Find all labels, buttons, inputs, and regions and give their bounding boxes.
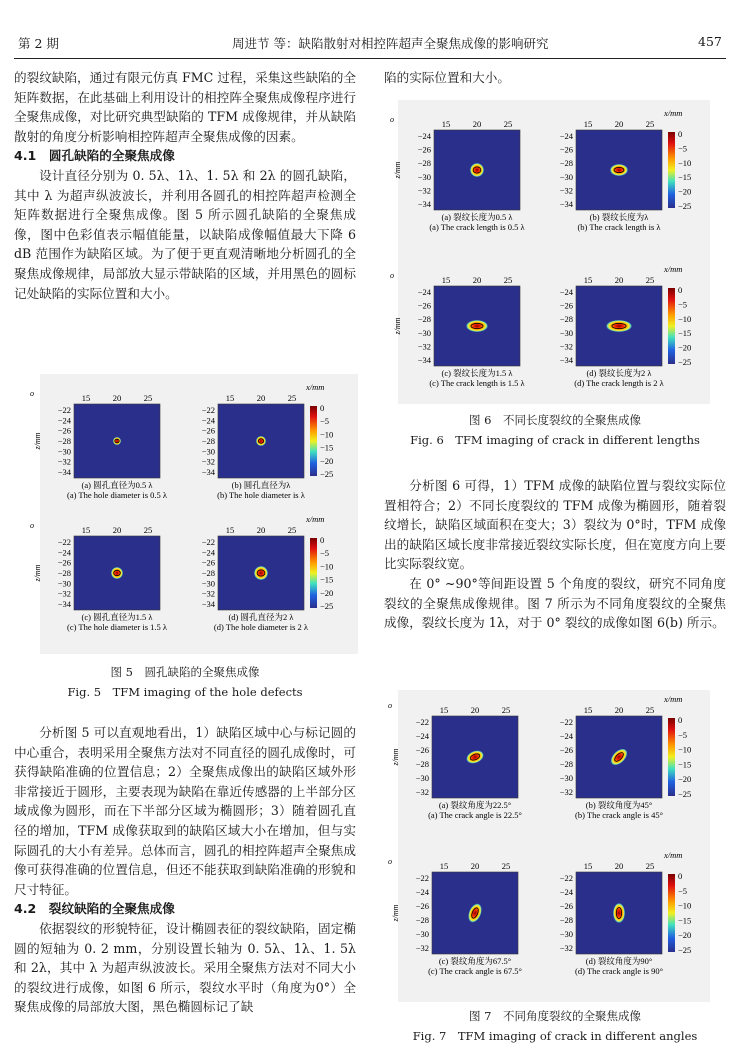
y-tick-label: −30 <box>559 171 573 182</box>
left-column-top <box>14 68 356 303</box>
panel-label-cn: (c) 裂纹长度为1.5 λ <box>441 368 513 378</box>
x-axis-label: x/mm <box>664 850 683 860</box>
y-tick-label: −24 <box>201 547 215 558</box>
colorbar-tick-label: −15 <box>320 442 334 453</box>
defect-hotspot <box>466 320 488 332</box>
figure-7-plot <box>388 690 710 1002</box>
running-title: 周进节 等：缺陷散射对相控阵超声全聚焦成像的影响研究 <box>232 36 549 51</box>
y-tick-label: −30 <box>559 773 573 783</box>
y-tick-label: −24 <box>415 887 429 897</box>
x-tick-label: 15 <box>441 275 451 285</box>
origin-label: o <box>30 389 34 398</box>
x-tick-label: 20 <box>256 393 266 403</box>
y-tick-label: −22 <box>57 537 71 547</box>
figure-5-plot <box>30 374 358 654</box>
y-tick-label: −32 <box>559 185 573 196</box>
y-tick-label: −32 <box>559 341 573 352</box>
colorbar-tick-label: −15 <box>678 915 692 926</box>
colorbar-tick-label: −10 <box>678 744 692 755</box>
running-header <box>0 0 740 62</box>
panel-label-cn: (d) 圆孔直径为2 λ <box>228 612 294 622</box>
section-heading-4-2: 4.2 裂纹缺陷的全聚焦成像 <box>14 901 175 917</box>
paragraph: 依据裂纹的形貌特征，设计椭圆表征的裂纹缺陷，固定椭圆的短轴为 0. 2 mm，分别设置长轴为 0. 5λ、1λ、1. 5λ 和 2λ，其中 λ 为超声纵波波长。采用全聚焦方法对不同大小的裂纹进行成像，如图 6 所示，裂纹水平时（角度为0°）全聚焦成像的局部放大图，黑色椭圆标记了缺 <box>14 920 356 1015</box>
colorbar-tick-label: −25 <box>678 789 692 799</box>
x-tick-label: 15 <box>583 705 593 715</box>
paragraph: 陷的实际位置和大小。 <box>384 70 510 85</box>
paragraph: 分析图 6 可得，1）TFM 成像的缺陷位置与裂纹实际位置相符合；2）不同长度裂纹的 TFM 成像为椭圆形，随着裂纹增长，缺陷区域面积在变大；3）裂纹为 0°时，TFM 成像出的缺陷区域长度非常接近裂纹实际长度，但在宽度方向上要比实际裂纹宽。 <box>384 478 726 572</box>
colorbar <box>668 132 675 208</box>
x-tick-label: 25 <box>645 119 655 129</box>
x-axis-label: x/mm <box>664 694 683 704</box>
caption-cn: 图 6 不同长度裂纹的全聚焦成像 <box>469 413 641 427</box>
x-tick-label: 25 <box>501 861 511 871</box>
panel-label-cn: (c) 圆孔直径为1.5 λ <box>81 612 153 622</box>
y-tick-label: −30 <box>559 929 573 939</box>
y-axis-label: z/mm <box>391 748 400 766</box>
y-tick-label: −28 <box>417 158 431 169</box>
x-tick-label: 15 <box>441 119 451 129</box>
defect-hotspot <box>113 437 121 445</box>
y-tick-label: −26 <box>415 745 429 755</box>
y-tick-label: −34 <box>417 355 431 365</box>
defect-hotspot <box>613 903 625 923</box>
figure-6-caption <box>384 410 726 450</box>
origin-label: o <box>30 521 34 530</box>
x-tick-label: 15 <box>225 525 235 535</box>
defect-hotspot <box>256 436 266 446</box>
y-tick-label: −26 <box>201 557 215 568</box>
colorbar <box>668 288 675 364</box>
colorbar-tick-label: −10 <box>320 561 334 572</box>
figure-7-caption <box>384 1006 726 1046</box>
y-tick-label: −28 <box>201 568 215 578</box>
colorbar-tick-label: −5 <box>678 299 688 310</box>
y-tick-label: −26 <box>57 557 71 568</box>
figure-6-plot <box>390 100 710 404</box>
y-tick-label: −28 <box>417 314 431 325</box>
x-tick-label: 20 <box>470 705 480 715</box>
y-tick-label: −32 <box>57 588 71 599</box>
x-tick-label: 20 <box>614 705 624 715</box>
x-tick-label: 15 <box>81 525 91 535</box>
y-tick-label: −26 <box>201 425 215 436</box>
colorbar-tick-label: −5 <box>678 729 688 740</box>
panel-label-en: (c) The hole diameter is 1.5 λ <box>66 622 168 632</box>
x-tick-label: 25 <box>503 119 513 129</box>
x-tick-label: 15 <box>583 861 593 871</box>
colorbar-tick-label: −10 <box>678 313 692 324</box>
y-tick-label: −30 <box>57 446 71 457</box>
y-tick-label: −32 <box>559 787 573 797</box>
panel-label-cn: (d) 裂纹角度为90° <box>585 956 653 966</box>
figure-5-caption <box>14 662 356 702</box>
y-tick-label: −26 <box>417 300 431 311</box>
y-tick-label: −32 <box>559 943 573 953</box>
x-tick-label: 25 <box>143 393 153 403</box>
x-tick-label: 15 <box>81 393 91 403</box>
y-tick-label: −28 <box>559 314 573 325</box>
panel-label-en: (b) The hole diameter is λ <box>217 490 305 500</box>
colorbar-tick-label: −25 <box>678 201 692 211</box>
panel-label-en: (c) The crack angle is 67.5° <box>428 966 522 976</box>
y-tick-label: −26 <box>57 425 71 436</box>
caption-cn: 图 5 圆孔缺陷的全聚焦成像 <box>110 665 260 679</box>
y-tick-label: −28 <box>415 759 429 769</box>
y-tick-label: −22 <box>415 873 429 883</box>
colorbar-tick-label: −15 <box>320 574 334 585</box>
panel-label-en: (d) The hole diameter is 2 λ <box>213 622 309 632</box>
panel-label-en: (b) The crack angle is 45° <box>575 810 663 820</box>
x-axis-label: x/mm <box>306 382 325 392</box>
panel-label-en: (b) The crack length is λ <box>577 222 661 232</box>
x-tick-label: 15 <box>583 119 593 129</box>
colorbar-tick-label: 0 <box>320 535 325 545</box>
x-tick-label: 25 <box>645 705 655 715</box>
figure-5 <box>30 374 358 654</box>
panel-label-cn: (d) 裂纹长度为2 λ <box>586 368 652 378</box>
y-tick-label: −34 <box>57 599 71 609</box>
page-number: 457 <box>698 34 722 49</box>
y-axis-label: z/mm <box>391 904 400 922</box>
defect-hotspot <box>610 164 628 176</box>
y-tick-label: −30 <box>417 171 431 182</box>
colorbar-tick-label: −20 <box>678 186 692 197</box>
y-tick-label: −34 <box>417 199 431 209</box>
colorbar-tick-label: −5 <box>678 143 688 154</box>
y-tick-label: −34 <box>201 599 215 609</box>
colorbar-tick-label: −20 <box>678 930 692 941</box>
colorbar-tick-label: −10 <box>678 157 692 168</box>
y-tick-label: −34 <box>201 467 215 477</box>
x-tick-label: 20 <box>112 525 122 535</box>
y-tick-label: −30 <box>417 327 431 338</box>
x-axis-label: x/mm <box>664 264 683 274</box>
y-tick-label: −32 <box>417 341 431 352</box>
x-tick-label: 25 <box>645 275 655 285</box>
y-tick-label: −26 <box>415 901 429 911</box>
section-heading-4-1: 4.1 圆孔缺陷的全聚焦成像 <box>14 148 175 164</box>
colorbar-tick-label: −5 <box>320 548 330 559</box>
issue-number: 第 2 期 <box>18 36 59 51</box>
x-tick-label: 20 <box>472 275 482 285</box>
paragraph: 在 0° ~90°等间距设置 5 个角度的裂纹，研究不同角度裂纹的全聚焦成像规律。图 7 所示为不同角度裂纹的全聚焦成像，裂纹长度为 1λ，对于 0° 裂纹的成像如图 6(b) 所示。 <box>384 575 726 631</box>
y-tick-label: −32 <box>57 456 71 467</box>
y-tick-label: −32 <box>201 588 215 599</box>
panel-label-cn: (a) 圆孔直径为0.5 λ <box>81 480 153 490</box>
caption-en: Fig. 7 TFM imaging of crack in different angles <box>412 1029 698 1043</box>
y-tick-label: −30 <box>559 327 573 338</box>
y-tick-label: −22 <box>415 717 429 727</box>
panel-label-cn: (c) 裂纹角度为67.5° <box>438 956 512 966</box>
x-axis-label: x/mm <box>664 108 683 118</box>
y-tick-label: −24 <box>559 887 573 897</box>
x-tick-label: 25 <box>501 705 511 715</box>
y-tick-label: −24 <box>201 415 215 426</box>
colorbar <box>310 406 317 476</box>
defect-hotspot <box>254 566 268 580</box>
y-tick-label: −24 <box>559 131 573 141</box>
x-tick-label: 20 <box>472 119 482 129</box>
x-tick-label: 25 <box>503 275 513 285</box>
y-tick-label: −22 <box>57 405 71 415</box>
x-tick-label: 25 <box>645 861 655 871</box>
colorbar-tick-label: −15 <box>678 759 692 770</box>
y-tick-label: −26 <box>559 745 573 755</box>
y-tick-label: −22 <box>201 537 215 547</box>
x-tick-label: 20 <box>256 525 266 535</box>
panel-label-cn: (b) 裂纹角度为45° <box>585 800 653 810</box>
colorbar-tick-label: 0 <box>678 715 683 725</box>
left-column-bottom <box>14 723 356 1017</box>
figure-7 <box>388 690 710 1002</box>
x-tick-label: 20 <box>614 275 624 285</box>
panel-label-cn: (a) 裂纹角度为22.5° <box>438 800 512 810</box>
panel-label-en: (a) The hole diameter is 0.5 λ <box>66 490 168 500</box>
x-tick-label: 25 <box>287 393 297 403</box>
y-tick-label: −34 <box>57 467 71 477</box>
x-tick-label: 15 <box>439 861 449 871</box>
y-tick-label: −30 <box>201 578 215 589</box>
colorbar-tick-label: −20 <box>320 587 334 598</box>
y-tick-label: −32 <box>201 456 215 467</box>
y-axis-label: z/mm <box>393 161 402 179</box>
y-axis-label: z/mm <box>33 432 42 450</box>
y-tick-label: −24 <box>415 731 429 741</box>
colorbar-tick-label: −5 <box>678 885 688 896</box>
colorbar-tick-label: −20 <box>678 342 692 353</box>
y-tick-label: −28 <box>57 568 71 578</box>
panel-label-cn: (a) 裂纹长度为0.5 λ <box>441 212 513 222</box>
x-tick-label: 15 <box>225 393 235 403</box>
colorbar-tick-label: −15 <box>678 172 692 183</box>
y-tick-label: −24 <box>57 415 71 426</box>
defect-hotspot <box>111 567 123 579</box>
x-tick-label: 20 <box>470 861 480 871</box>
y-tick-label: −30 <box>201 446 215 457</box>
defect-hotspot <box>470 163 484 177</box>
caption-cn: 图 7 不同角度裂纹的全聚焦成像 <box>469 1009 641 1023</box>
panel-label-en: (d) The crack length is 2 λ <box>574 378 664 388</box>
y-tick-label: −26 <box>559 300 573 311</box>
colorbar <box>668 718 675 796</box>
y-tick-label: −28 <box>415 915 429 925</box>
origin-label: o <box>388 857 392 866</box>
figure-6 <box>390 100 710 404</box>
y-tick-label: −32 <box>415 787 429 797</box>
y-tick-label: −28 <box>57 436 71 446</box>
y-axis-label: z/mm <box>393 317 402 335</box>
y-tick-label: −30 <box>415 773 429 783</box>
y-tick-label: −26 <box>559 144 573 155</box>
x-axis-label: x/mm <box>306 514 325 524</box>
origin-label: o <box>390 271 394 280</box>
y-tick-label: −26 <box>417 144 431 155</box>
y-tick-label: −26 <box>559 901 573 911</box>
x-tick-label: 25 <box>287 525 297 535</box>
colorbar <box>668 874 675 952</box>
y-tick-label: −22 <box>201 405 215 415</box>
defect-hotspot <box>606 320 632 332</box>
y-tick-label: −34 <box>559 355 573 365</box>
x-tick-label: 20 <box>112 393 122 403</box>
right-column-top <box>384 68 726 88</box>
y-tick-label: −24 <box>417 287 431 297</box>
colorbar-tick-label: −20 <box>320 455 334 466</box>
colorbar-tick-label: 0 <box>678 871 683 881</box>
y-tick-label: −34 <box>559 199 573 209</box>
panel-label-cn: (b) 裂纹长度为λ <box>589 212 649 222</box>
caption-en: Fig. 6 TFM imaging of crack in different lengths <box>410 433 700 447</box>
right-column-middle <box>384 476 726 633</box>
colorbar-tick-label: −10 <box>678 900 692 911</box>
panel-label-en: (d) The crack angle is 90° <box>575 966 663 976</box>
colorbar <box>310 538 317 608</box>
x-tick-label: 25 <box>143 525 153 535</box>
panel-label-en: (a) The crack length is 0.5 λ <box>429 222 525 232</box>
y-tick-label: −24 <box>417 131 431 141</box>
y-tick-label: −30 <box>415 929 429 939</box>
colorbar-tick-label: −5 <box>320 416 330 427</box>
colorbar-tick-label: 0 <box>320 403 325 413</box>
y-tick-label: −28 <box>559 158 573 169</box>
colorbar-tick-label: −20 <box>678 774 692 785</box>
origin-label: o <box>390 115 394 124</box>
panel-label-en: (c) The crack length is 1.5 λ <box>429 378 525 388</box>
y-axis-label: z/mm <box>33 564 42 582</box>
y-tick-label: −30 <box>57 578 71 589</box>
y-tick-label: −32 <box>415 943 429 953</box>
y-tick-label: −24 <box>559 731 573 741</box>
y-tick-label: −24 <box>57 547 71 558</box>
paragraph: 的裂纹缺陷，通过有限元仿真 FMC 过程，采集这些缺陷的全矩阵数据，在此基础上利用设计的相控阵全聚焦成像程序进行全聚焦成像，对比研究典型缺陷的 TFM 成像规律，并从缺陷散射的角度分析影响相控阵超声全聚焦成像的因素。 <box>14 70 356 144</box>
colorbar-tick-label: 0 <box>678 285 683 295</box>
colorbar-tick-label: −25 <box>320 469 334 479</box>
y-tick-label: −32 <box>417 185 431 196</box>
y-tick-label: −28 <box>559 915 573 925</box>
colorbar-tick-label: −25 <box>678 945 692 955</box>
y-tick-label: −22 <box>559 873 573 883</box>
x-tick-label: 20 <box>614 119 624 129</box>
colorbar-tick-label: −15 <box>678 328 692 339</box>
colorbar-tick-label: −25 <box>320 601 334 611</box>
paragraph: 设计直径分别为 0. 5λ、1λ、1. 5λ 和 2λ 的圆孔缺陷，其中 λ 为超声纵波波长，并利用各圆孔的相控阵超声检测全矩阵数据进行全聚焦成像。图 5 所示圆孔缺陷的全聚焦成像，图中色彩值表示幅值能量，以缺陷成像幅值最大下降 6 dB 范围作为缺陷区域。为了便于更直观清晰地分析圆孔的全聚焦成像规律，局部放大显示带缺陷的区域，并用黑色的圆标记处缺陷的实际位置和大小。 <box>14 167 356 301</box>
header-rule <box>14 58 726 59</box>
x-tick-label: 15 <box>439 705 449 715</box>
caption-en: Fig. 5 TFM imaging of the hole defects <box>67 685 303 699</box>
origin-label: o <box>388 701 392 710</box>
paragraph: 分析图 5 可以直观地看出，1）缺陷区域中心与标记圆的中心重合，表明采用全聚焦方法对不同直径的圆孔成像时，可获得缺陷准确的位置信息；2）全聚焦成像出的缺陷区域外形非常接近于圆形，主要表现为缺陷在靠近传感器的上半部分区域成像为圆形，而在下半部分区域为椭圆形；3）随着圆孔直径的增加，TFM 成像获取到的缺陷区域大小在增加，但与实际圆孔的大小有差异。总体而言，圆孔的相控阵超声全聚焦成像可获得准确的位置信息，但还不能获取到缺陷准确的形貌和尺寸特征。 <box>14 725 356 897</box>
colorbar-tick-label: −10 <box>320 429 334 440</box>
colorbar-tick-label: −25 <box>678 357 692 367</box>
panel-label-en: (a) The crack angle is 22.5° <box>428 810 522 820</box>
y-tick-label: −22 <box>559 717 573 727</box>
panel-label-cn: (b) 圆孔直径为λ <box>231 480 291 490</box>
x-tick-label: 20 <box>614 861 624 871</box>
x-tick-label: 15 <box>583 275 593 285</box>
y-tick-label: −24 <box>559 287 573 297</box>
y-tick-label: −28 <box>201 436 215 446</box>
colorbar-tick-label: 0 <box>678 129 683 139</box>
y-tick-label: −28 <box>559 759 573 769</box>
